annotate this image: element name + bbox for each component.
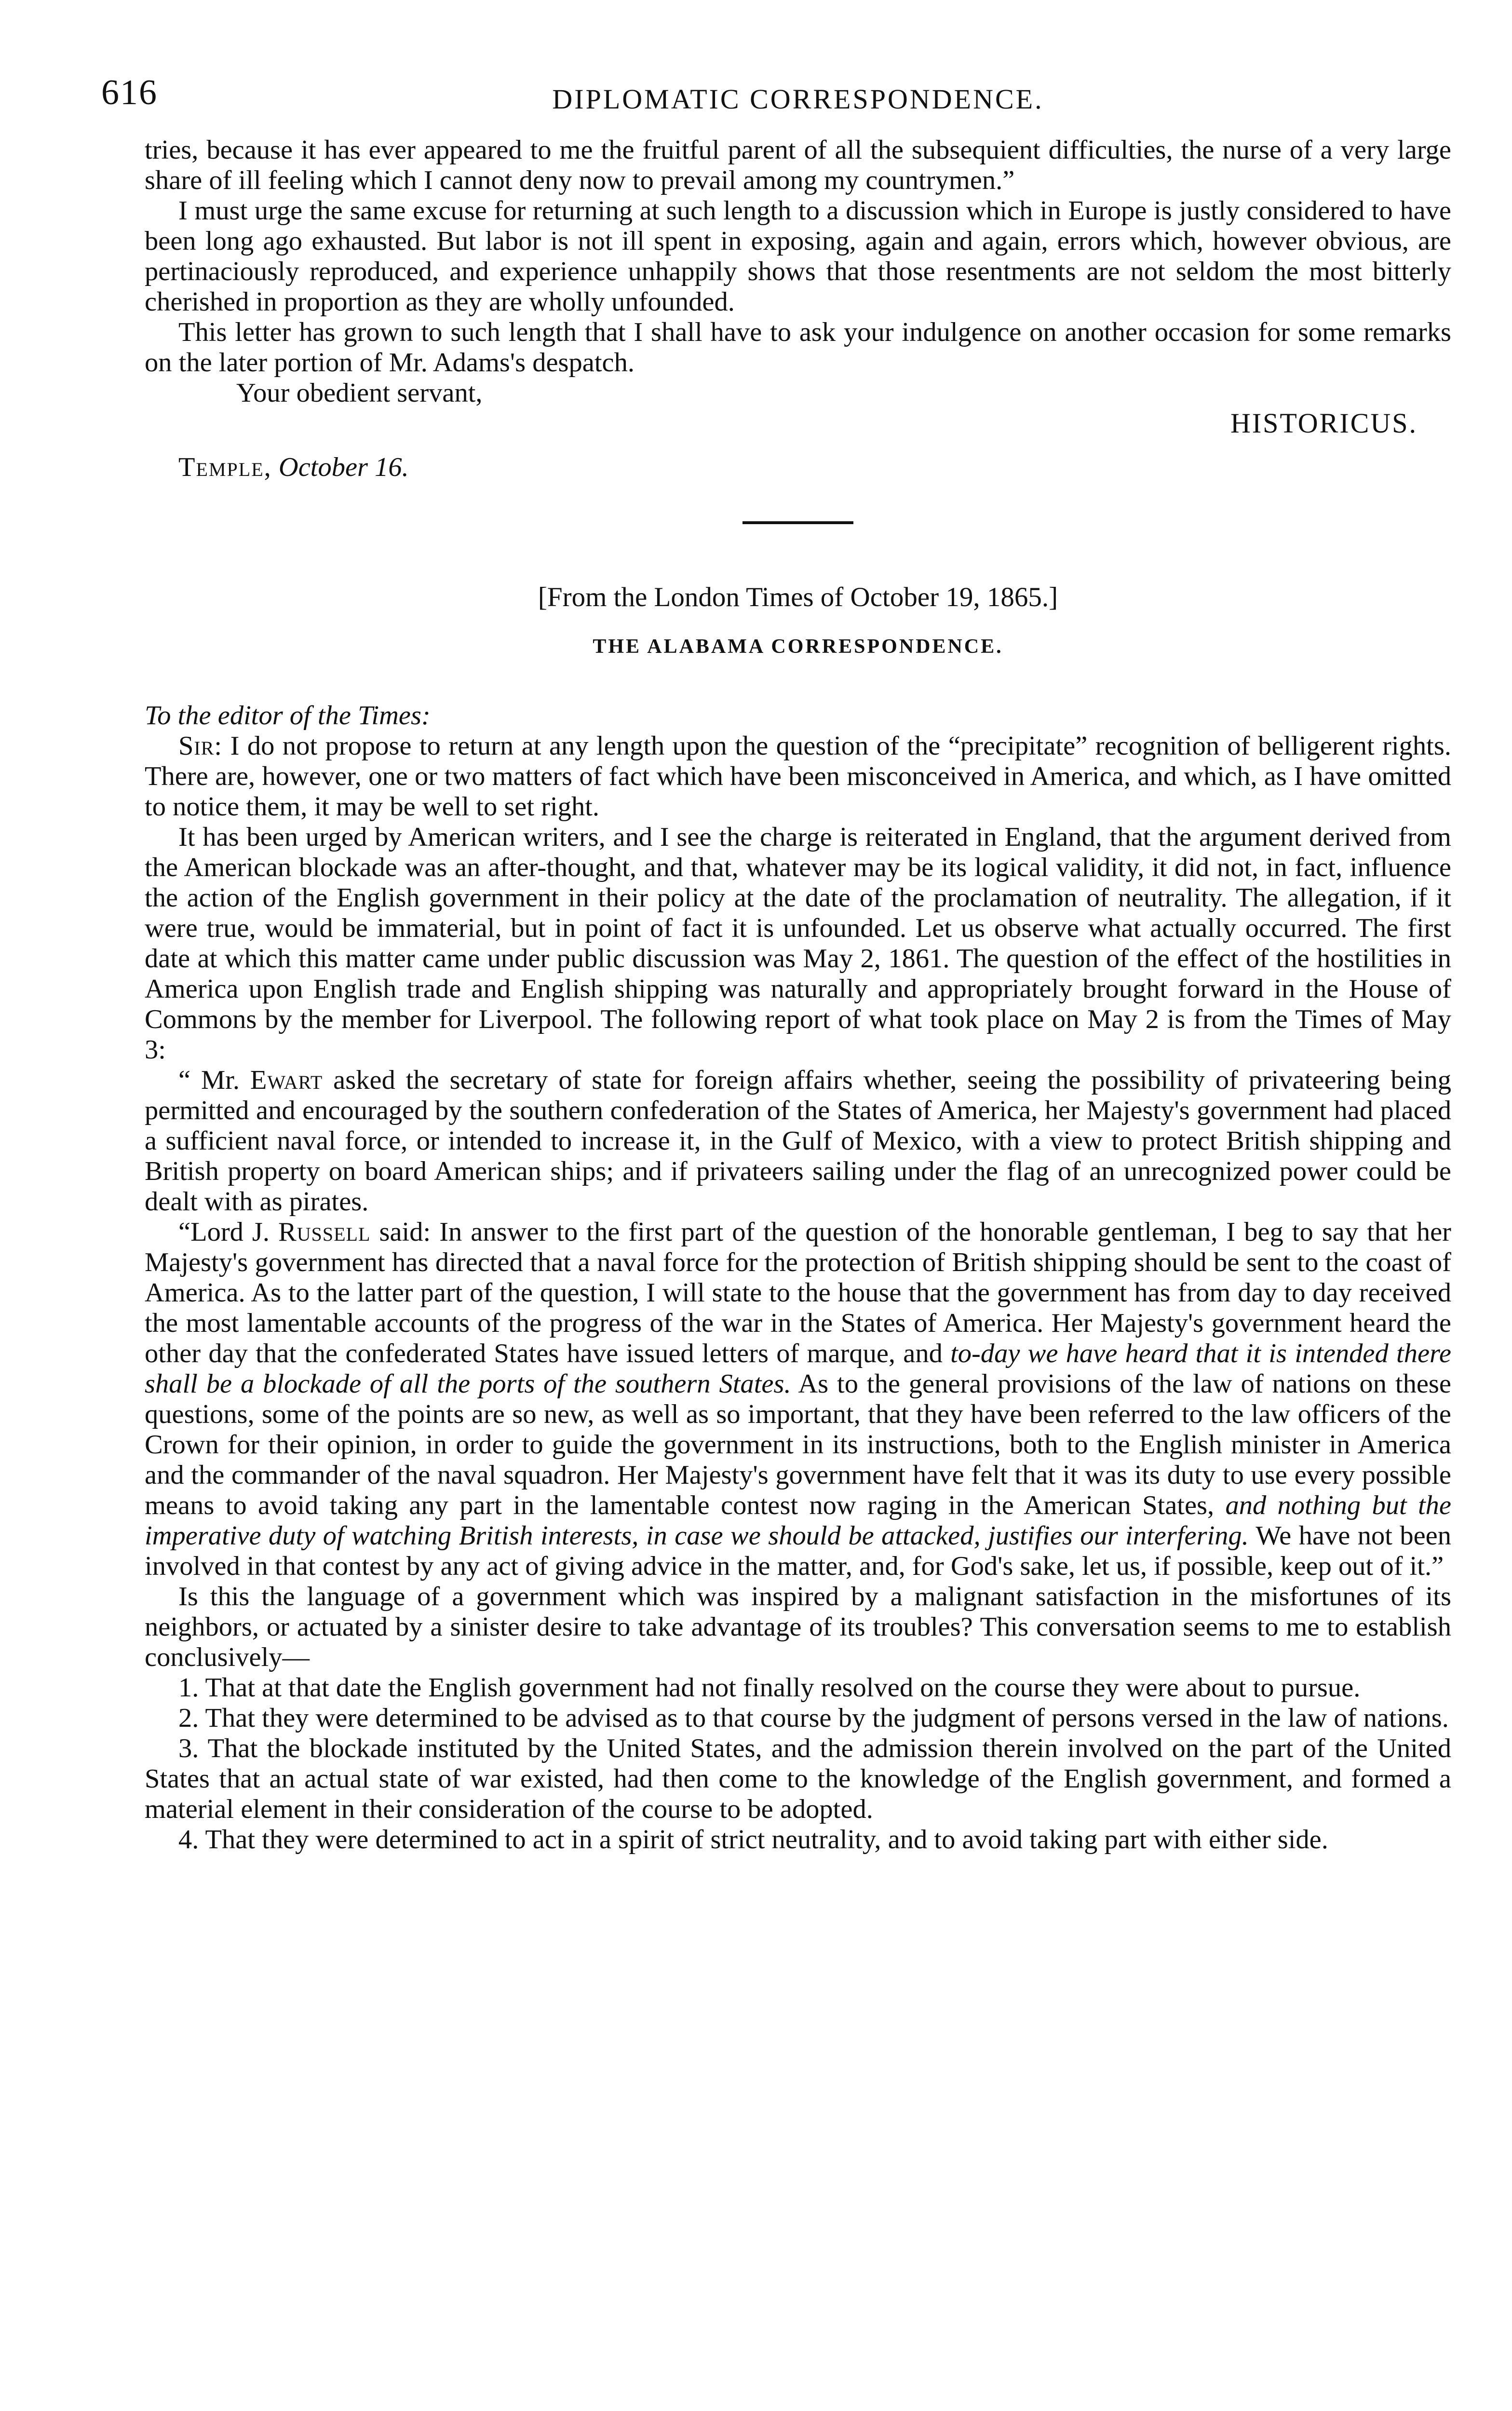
article-paragraph-1 — [145, 731, 1451, 822]
page — [101, 72, 1451, 1855]
quote-ewart — [145, 1065, 1451, 1217]
signature: HISTORICUS. — [1230, 407, 1418, 439]
conclusions-list — [145, 1673, 1451, 1855]
section-divider — [742, 521, 853, 524]
quote-ewart-open: “ Mr. — [178, 1065, 250, 1095]
quote-russell-text-b: As to the general provisions of the law of nations on these questions, some of the points are so new, as well as so important, that they have been referred to the law officers of the Crown for their opinion, in order to guide the government in its instructions, both to the English minister in America and the commander of the naval squadron. Her Majesty's government have felt that it was its duty to use every possible means to avoid taking any part in the lamentable contest now raging in the American States, — [145, 1369, 1451, 1520]
quote-ewart-text: asked the secretary of state for foreign affairs whether, seeing the possibility of privateering being permitted and encouraged by the southern confederation of the States of America, her Majesty's government had placed a sufficient naval force, or intended to increase it, in the Gulf of Mexico, with a view to protect British shipping and British property on board American ships; and if privateers sailing under the flag of an unrecognized power could be dealt with as pirates. — [145, 1065, 1451, 1217]
speaker-ewart: Ewart — [250, 1065, 323, 1095]
quote-russell-italic-2: and nothing but the imperative duty of watching British interests, in case we should be attacked, justifies our interfering. — [145, 1490, 1451, 1551]
dateline-date: October 16. — [278, 452, 409, 482]
list-item: 3. That the blockade instituted by the United States, and the admission therein involved on the part of the United States that an actual state of war existed, had then come to the knowledge of the English government, and formed a material element in their consideration of the course to be adopted. — [145, 1734, 1451, 1824]
article-paragraph-2: It has been urged by American writers, and I see the charge is reiterated in England, that the argument derived from the American blockade was an after-thought, and that, whatever may be its logical validity, it did not, in fact, influence the action of the English government in their policy at the date of the proclamation of neutrality. The allegation, if it were true, would be immaterial, but in point of fact it is unfounded. Let us observe what actually occurred. The first date at which this matter came under public discussion was May 2, 1861. The question of the effect of the hostilities in America upon English trade and English shipping was naturally and appropriately brought forward in the House of Commons by the member for Liverpool. The following report of what took place on May 2 is from the Times of May 3: — [145, 822, 1451, 1065]
signature-block — [145, 378, 1451, 439]
quote-russell-open: “Lord J. — [178, 1217, 279, 1247]
article-source: [From the London Times of October 19, 1865.] — [538, 582, 1058, 612]
article-title: THE ALABAMA CORRESPONDENCE. — [593, 636, 1003, 658]
letter-paragraph-1: tries, because it has ever appeared to me the fruitful parent of all the subsequient difficulties, the nurse of a very large share of ill feeling which I cannot deny now to prevail among my countrymen.” — [145, 135, 1451, 195]
letter-paragraph-3: This letter has grown to such length that I shall have to ask your indulgence on another occasion for some remarks on the later portion of Mr. Adams's despatch. — [145, 317, 1451, 378]
quote-russell — [145, 1217, 1451, 1582]
list-item: 1. That at that date the English government had not finally resolved on the course they were about to pursue. — [178, 1673, 1361, 1703]
dateline-place: Temple, — [178, 452, 272, 482]
article-paragraph-3: Is this the language of a government which was inspired by a malignant satisfaction in the misfortunes of its neighbors, or actuated by a sinister desire to take advantage of its troubles? This conversation seems to me to establish conclusively— — [145, 1582, 1451, 1672]
page-header — [101, 72, 1451, 135]
page-number: 616 — [101, 73, 158, 112]
quote-russell-italic-1: to-day we have heard that it is intended there shall be a blockade of all the ports of the southern States. — [145, 1339, 1451, 1399]
letter-paragraph-2: I must urge the same excuse for returning at such length to a discussion which in Europe is justly considered to have been long ago exhausted. But labor is not ill spent in exposing, again and again, errors which, however obvious, are pertinaciously reproduced, and experience unhappily shows that those resentments are not seldom the most bitterly cherished in proportion as they are wholly unfounded. — [145, 196, 1451, 317]
dateline — [145, 452, 1451, 483]
closing-line: Your obedient servant, — [236, 378, 483, 408]
article-paragraph-1-text: I do not propose to return at any length upon the question of the “precipitate” recognition of belligerent rights. There are, however, one or two matters of fact which have been misconceived in America, and which, as I have omitted to notice them, it may be well to set right. — [145, 731, 1451, 822]
salutation: To the editor of the Times: — [145, 701, 431, 731]
speaker-russell: Russell — [278, 1217, 371, 1247]
running-head: DIPLOMATIC CORRESPONDENCE. — [552, 83, 1044, 115]
list-item: 4. That they were determined to act in a spirit of strict neutrality, and to avoid taking part with either side. — [178, 1825, 1328, 1855]
sir-address: Sir: — [178, 731, 223, 761]
list-item: 2. That they were determined to be advised as to that course by the judgment of persons versed in the law of nations. — [178, 1703, 1449, 1733]
quote-russell-text-c: We have not been involved in that contest by any act of giving advice in the matter, and, for God's sake, let us, if possible, keep out of it.” — [145, 1521, 1451, 1581]
quote-russell-text-a: said: In answer to the first part of the question of the honorable gentleman, I beg to say that her Majesty's government has directed that a naval force for the protection of British shipping should be sent to the coast of America. As to the latter part of the question, I will state to the house that the government has from day to day received the most lamentable accounts of the progress of the war in the States of America. Her Majesty's government heard the other day that the confederated States have issued letters of marque, and — [145, 1217, 1451, 1368]
